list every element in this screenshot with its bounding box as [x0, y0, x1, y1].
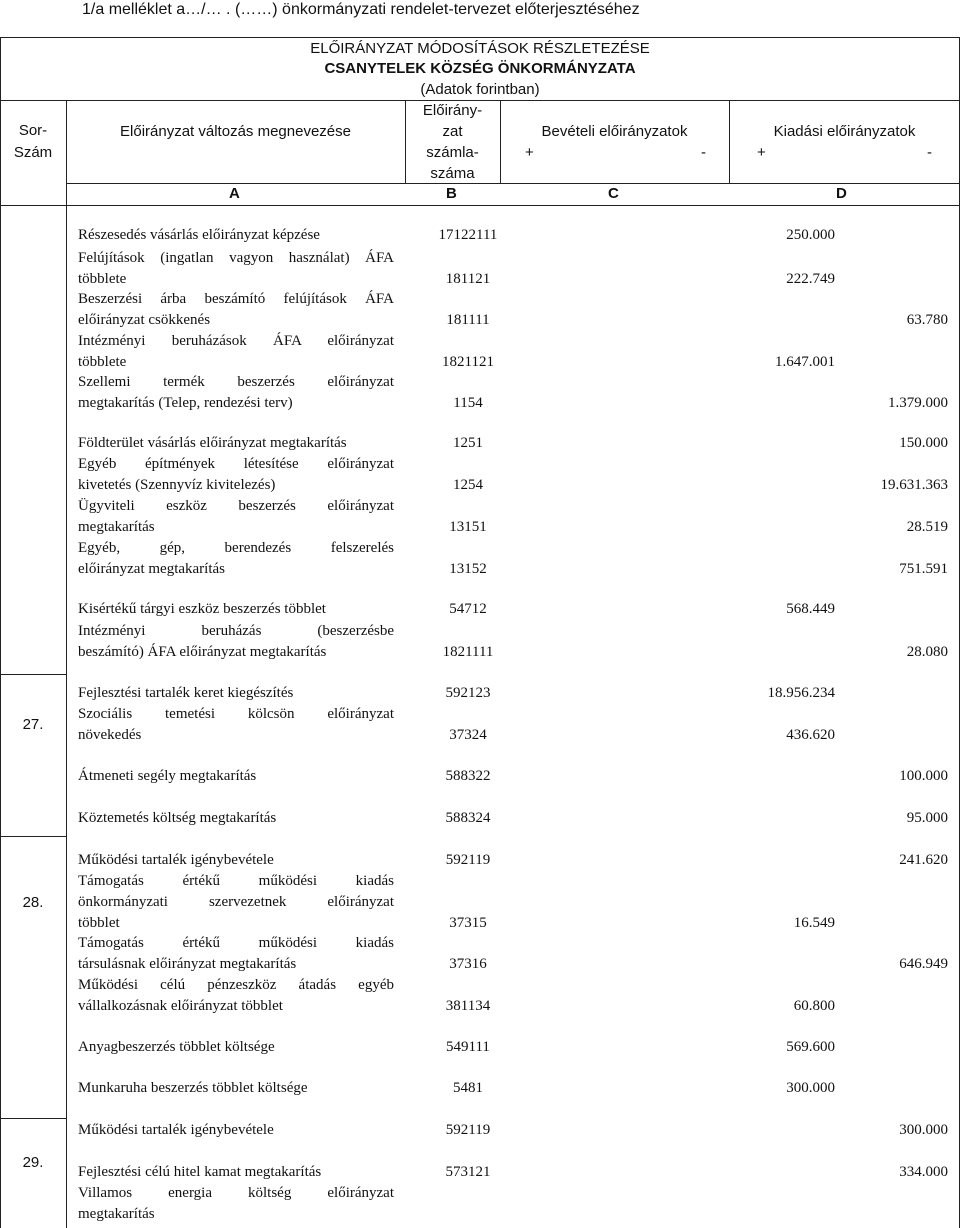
sor-number-29: 29.	[22, 1154, 44, 1171]
row-account-code: 1821111	[442, 644, 494, 660]
row-description	[78, 289, 394, 331]
row-amount-plus: 60.800	[793, 998, 835, 1014]
row-amount-minus: 28.519	[906, 519, 948, 535]
row-description	[78, 975, 394, 1017]
row-description-line: Működési tartalék igénybevétele	[78, 1122, 274, 1138]
row-description-line: vállalkozásnak előirányzat többlet	[78, 998, 283, 1014]
row-amount-plus: 222.749	[786, 271, 835, 287]
row-account-code: 37324	[449, 727, 487, 743]
row-description-line: Szociális temetési kölcsön előirányzat	[78, 706, 394, 722]
row-description	[78, 496, 394, 538]
row-account-code: 17122111	[438, 227, 498, 243]
row-amount-plus: 250.000	[786, 227, 835, 243]
group-separator	[0, 836, 66, 837]
row-description-line: Ügyviteli eszköz beszerzés előirányzat	[78, 498, 394, 514]
row-account-code: 381134	[445, 998, 491, 1014]
col-sor-label: Sor- Szám	[13, 122, 53, 161]
row-account-code: 181121	[445, 271, 491, 287]
row-description	[78, 1078, 394, 1099]
row-description-line: Kisértékű tárgyi eszköz beszerzés többlet	[78, 601, 326, 617]
row-description-line: megtakarítás	[78, 519, 155, 535]
table-left-border	[0, 37, 1, 1228]
top-note: 1/a melléklet a…/… . (……) önkormányzati rendelet-tervezet előterjesztéséhez	[82, 1, 640, 18]
row-description-line: Átmeneti segély megtakarítás	[78, 768, 257, 784]
row-description-line: Anyagbeszerzés többlet költsége	[78, 1039, 275, 1055]
row-amount-minus: 19.631.363	[880, 477, 948, 493]
row-description-line: kivetetés (Szennyvíz kivitelezés)	[78, 477, 276, 493]
row-description-line: többlete	[78, 271, 127, 287]
col-desc-label: Előirányzat változás megnevezése	[120, 123, 351, 140]
row-description-line: Intézményi beruházások ÁFA előirányzat	[78, 333, 394, 349]
row-description	[78, 683, 394, 704]
row-account-code: 5481	[453, 1080, 483, 1096]
row-amount-minus: 334.000	[899, 1164, 948, 1180]
row-account-code: 1154	[453, 395, 483, 411]
row-description-line: Működési célú pénzeszköz átadás egyéb	[78, 977, 394, 993]
sor-number-27: 27.	[22, 716, 44, 733]
row-description-line: Felújítások (ingatlan vagyon használat) ÁFA	[78, 250, 394, 266]
row-description	[78, 372, 394, 414]
col-bev-label: Bevételi előirányzatok	[541, 123, 688, 140]
row-amount-plus: 568.449	[786, 601, 835, 617]
row-amount-minus: 1.379.000	[888, 395, 948, 411]
row-description-line: Köztemetés költség megtakarítás	[78, 810, 277, 826]
col-kia-minus: -	[927, 144, 932, 161]
row-description	[78, 433, 394, 454]
row-amount-minus: 63.780	[906, 312, 948, 328]
row-description	[78, 766, 394, 787]
row-amount-plus: 18.956.234	[767, 685, 835, 701]
row-amount-plus: 436.620	[786, 727, 835, 743]
col-letter-d: D	[836, 185, 847, 202]
row-amount-minus: 28.080	[906, 644, 948, 660]
header-divider-1	[66, 100, 67, 1228]
row-account-code: 13152	[449, 561, 487, 577]
table-unit-note: (Adatok forintban)	[420, 81, 540, 98]
row-description-line: Fejlesztési tartalék keret kiegészítés	[78, 685, 294, 701]
row-amount-plus: 569.600	[786, 1039, 835, 1055]
row-description-line: Villamos energia költség előirányzat	[78, 1185, 394, 1201]
row-account-code: 573121	[445, 1164, 491, 1180]
row-description-line: előirányzat csökkenés	[78, 312, 211, 328]
row-account-code: 37315	[449, 915, 487, 931]
row-amount-minus: 241.620	[899, 852, 948, 868]
row-description	[78, 225, 394, 246]
row-description-line: Beszerzési árba beszámító felújítások ÁFA	[78, 291, 394, 307]
header-bottom-line	[0, 205, 960, 206]
row-account-code: 1821121	[442, 354, 494, 370]
col-letter-a: A	[229, 185, 240, 202]
row-description	[78, 454, 394, 496]
row-description-line: megtakarítás (Telep, rendezési terv)	[78, 395, 293, 411]
col-bev-minus: -	[701, 144, 706, 161]
row-description-line: előirányzat megtakarítás	[78, 561, 226, 577]
row-description	[78, 538, 394, 580]
row-account-code: 588324	[445, 810, 491, 826]
col-szamla-label: Előirány- zat számla- száma	[422, 102, 483, 182]
row-description	[78, 1183, 394, 1225]
row-description-line: Támogatás értékű működési kiadás	[78, 873, 394, 889]
row-description-line: Részesedés vásárlás előirányzat képzése	[78, 227, 320, 243]
row-description-line: önkormányzati szervezetnek előirányzat	[78, 894, 394, 910]
row-description-line: Szellemi termék beszerzés előirányzat	[78, 374, 394, 390]
row-description	[78, 850, 394, 871]
row-account-code: 181111	[446, 312, 490, 328]
row-description-line: Fejlesztési célú hitel kamat megtakarítás	[78, 1164, 322, 1180]
row-amount-plus: 300.000	[786, 1080, 835, 1096]
row-description	[78, 248, 394, 290]
row-description	[78, 1120, 394, 1141]
row-description	[78, 1037, 394, 1058]
row-description-line: növekedés	[78, 727, 142, 743]
row-account-code: 54712	[449, 601, 487, 617]
row-description	[78, 808, 394, 829]
row-description-line: többlete	[78, 354, 127, 370]
row-description	[78, 599, 394, 620]
row-amount-minus: 95.000	[906, 810, 948, 826]
row-account-code: 592123	[445, 685, 491, 701]
col-bev-plus: +	[525, 144, 534, 161]
row-description	[78, 704, 394, 746]
sor-number-28: 28.	[22, 894, 44, 911]
row-amount-plus: 1.647.001	[775, 354, 835, 370]
row-account-code: 37316	[449, 956, 487, 972]
row-description-line: megtakarítás	[78, 1206, 155, 1222]
group-separator	[0, 674, 66, 675]
row-description	[78, 621, 394, 663]
table-top-border	[0, 37, 960, 38]
row-amount-minus: 100.000	[899, 768, 948, 784]
row-amount-minus: 300.000	[899, 1122, 948, 1138]
row-amount-plus: 16.549	[793, 915, 835, 931]
row-amount-minus: 150.000	[899, 435, 948, 451]
row-account-code: 549111	[446, 1039, 490, 1055]
group-separator	[0, 1118, 66, 1119]
row-description-line: Munkaruha beszerzés többlet költsége	[78, 1080, 308, 1096]
row-account-code: 592119	[445, 1122, 491, 1138]
table-title: ELŐIRÁNYZAT MÓDOSÍTÁSOK RÉSZLETEZÉSE	[310, 40, 650, 57]
row-description-line: többlet	[78, 915, 120, 931]
col-letter-b: B	[446, 185, 457, 202]
row-description-line: Intézményi beruházás (beszerzésbe	[78, 623, 394, 639]
row-description	[78, 933, 394, 975]
header-letters-top	[66, 183, 960, 184]
col-kia-plus: +	[757, 144, 766, 161]
row-description	[78, 1162, 394, 1183]
col-letter-c: C	[608, 185, 619, 202]
row-account-code: 1251	[453, 435, 483, 451]
row-description-line: Működési tartalék igénybevétele	[78, 852, 274, 868]
row-account-code: 13151	[449, 519, 487, 535]
row-amount-minus: 751.591	[899, 561, 948, 577]
row-amount-minus: 646.949	[899, 956, 948, 972]
row-description-line: Egyéb építmények létesítése előirányzat	[78, 456, 394, 472]
row-description	[78, 871, 394, 934]
row-description	[78, 331, 394, 373]
row-description-line: Földterület vásárlás előirányzat megtakarítás	[78, 435, 347, 451]
table-subtitle: CSANYTELEK KÖZSÉG ÖNKORMÁNYZATA	[324, 60, 636, 77]
row-account-code: 592119	[445, 852, 491, 868]
row-description-line: beszámító) ÁFA előirányzat megtakarítás	[78, 644, 327, 660]
row-description-line: Támogatás értékű működési kiadás	[78, 935, 394, 951]
row-description-line: Egyéb, gép, berendezés felszerelés	[78, 540, 394, 556]
col-kia-label: Kiadási előirányzatok	[773, 123, 916, 140]
row-account-code: 588322	[445, 768, 491, 784]
row-description-line: társulásnak előirányzat megtakarítás	[78, 956, 297, 972]
row-account-code: 1254	[453, 477, 483, 493]
